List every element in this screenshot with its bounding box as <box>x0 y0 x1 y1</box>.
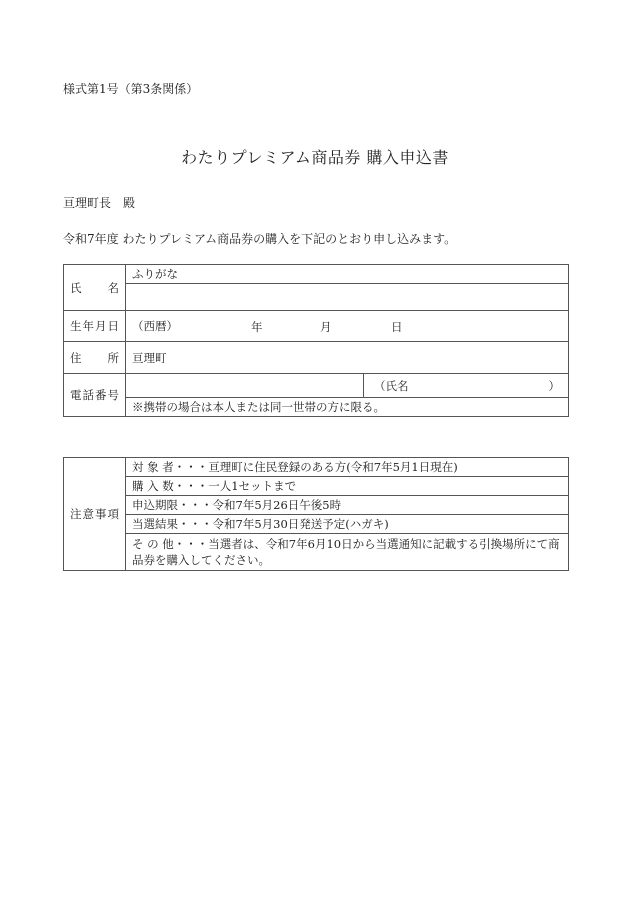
notes-table <box>63 457 569 571</box>
furigana-field[interactable] <box>126 265 569 284</box>
note-item-quantity: 購 入 数・・・一人1セットまで <box>126 477 569 496</box>
address-prefix: 亘理町 <box>132 350 167 365</box>
phone-note: ※携帯の場合は本人または同一世帯の方に限る。 <box>126 398 569 417</box>
name-field[interactable] <box>126 284 569 311</box>
address-label: 住 所 <box>64 342 126 374</box>
intro-text: 令和7年度 わたりプレミアム商品券の購入を下記のとおり申し込みます。 <box>63 232 457 246</box>
furigana-label: ふりがな <box>132 267 178 281</box>
birthdate-era: （西暦） <box>132 319 178 333</box>
year-unit: 年 <box>251 320 263 334</box>
page-title: わたりプレミアム商品券 購入申込書 <box>181 148 449 167</box>
phone-field[interactable] <box>126 374 364 398</box>
note-item-other: そ の 他・・・当選者は、令和7年6月10日から当選通知に記載する引換場所にて商品券を購入してください。 <box>126 534 569 571</box>
month-unit: 月 <box>320 320 332 334</box>
note-item-results: 当選結果・・・令和7年5月30日発送予定(ハガキ) <box>126 515 569 534</box>
birthdate-label: 生 年 月 日 <box>64 311 126 342</box>
name-label: 氏 名 <box>64 265 126 311</box>
notes-label: 注 意 事 項 <box>64 458 126 571</box>
phone-owner-field[interactable]: （氏名 ） <box>364 374 569 398</box>
day-unit: 日 <box>391 320 403 334</box>
birthdate-field[interactable] <box>126 311 569 342</box>
addressee: 亘理町長 殿 <box>63 196 136 210</box>
application-table <box>63 264 569 417</box>
address-field[interactable] <box>126 342 569 374</box>
note-item-deadline: 申込期限・・・令和7年5月26日午後5時 <box>126 496 569 515</box>
note-item-target: 対 象 者・・・亘理町に住民登録のある方(令和7年5月1日現在) <box>126 458 569 477</box>
form-id: 様式第1号（第3条関係） <box>63 82 199 96</box>
phone-label: 電 話 番 号 <box>64 374 126 417</box>
